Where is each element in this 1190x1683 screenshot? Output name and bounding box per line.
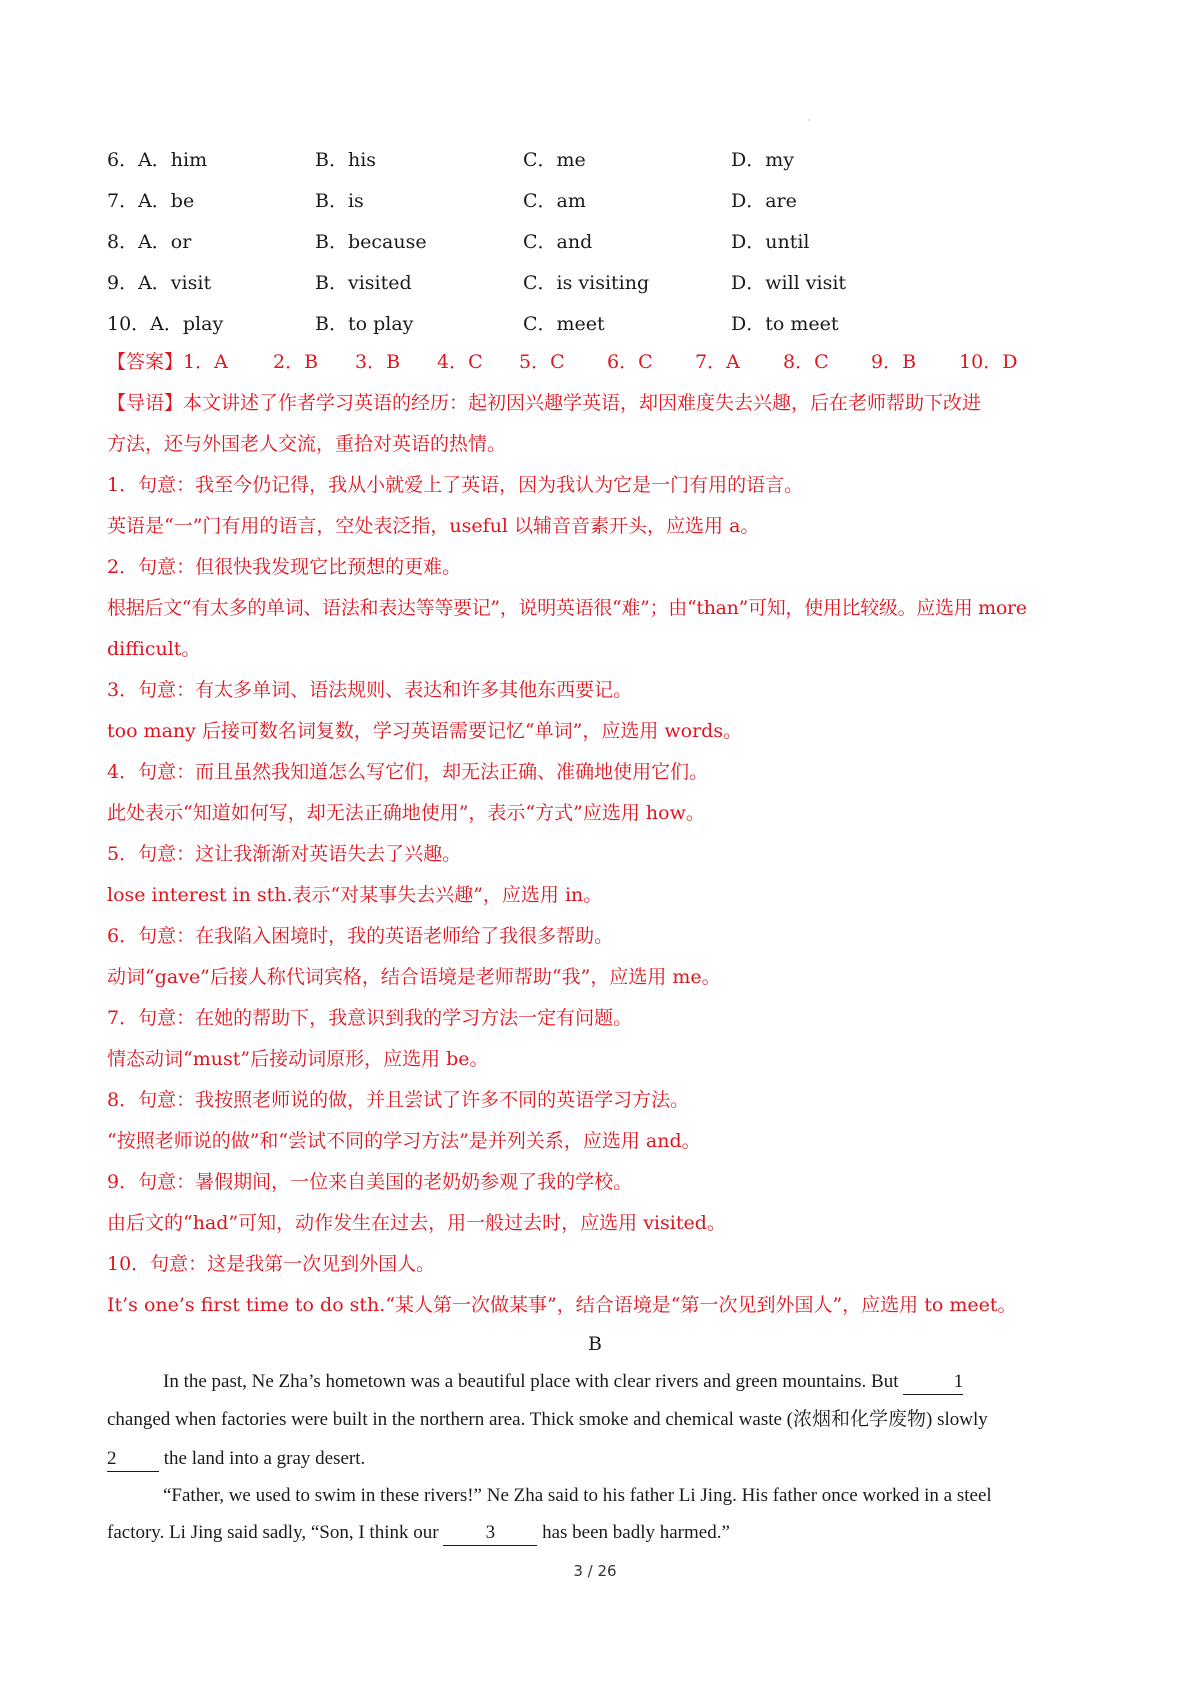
answer-item: 9．B (871, 351, 917, 373)
page-mark: ' (808, 118, 811, 127)
answer-item: 4．C (437, 351, 483, 373)
option-c: C．and (523, 231, 593, 253)
explanation-line: 10．句意：这是我第一次见到外国人。 (107, 1253, 436, 1275)
explanation-line: 方法，还与外国老人交流，重拾对英语的热情。 (107, 433, 507, 455)
explanation-line: “按照老师说的做”和“尝试不同的学习方法”是并列关系，应选用 and。 (107, 1130, 701, 1152)
option-a: 9．A．visit (107, 272, 212, 294)
passage-text: In the past, Ne Zha’s hometown was a beautiful place with clear rivers and green mountains. But (163, 1371, 899, 1392)
option-a: 8．A．or (107, 231, 192, 253)
answer-item: 10．D (959, 351, 1018, 373)
option-b: B．visited (315, 272, 412, 294)
blank-2: 2 (107, 1447, 159, 1472)
option-b: B．is (315, 190, 364, 212)
explanation-line: 5．句意：这让我渐渐对英语失去了兴趣。 (107, 843, 462, 865)
explanation-line: 【导语】本文讲述了作者学习英语的经历：起初因兴趣学英语，却因难度失去兴趣，后在老师帮助下改进 (107, 392, 982, 414)
option-d: D．are (731, 190, 797, 212)
answer-item: 8．C (783, 351, 829, 373)
answer-item: 6．C (607, 351, 653, 373)
passage-text: factory. Li Jing said sadly, “Son, I think our (107, 1522, 439, 1543)
answer-label: 【答案】 (107, 351, 184, 373)
option-d: D．to meet (731, 313, 839, 335)
passage-line (107, 1521, 1087, 1546)
blank-1: 1 (903, 1370, 963, 1395)
option-row (107, 302, 1087, 343)
answer-item: 3．B (355, 351, 401, 373)
explanation-line: It’s one’s first time to do sth.“某人第一次做某事”，结合语境是“第一次见到外国人”，应选用 to meet。 (107, 1294, 1017, 1316)
explanation-line: 1．句意：我至今仍记得，我从小就爱上了英语，因为我认为它是一门有用的语言。 (107, 474, 804, 496)
option-row (107, 261, 1087, 302)
option-b: B．to play (315, 313, 414, 335)
option-row (107, 179, 1087, 220)
option-c: C．meet (523, 313, 605, 335)
explanation-line: too many 后接可数名词复数，学习英语需要记忆“单词”，应选用 words。 (107, 720, 743, 742)
explanation-line: 2．句意：但很快我发现它比预想的更难。 (107, 556, 462, 578)
option-a: 7．A．be (107, 190, 195, 212)
option-row (107, 138, 1087, 179)
explanation-line: 动词“gave”后接人称代词宾格，结合语境是老师帮助“我”，应选用 me。 (107, 966, 721, 988)
answer-item: 2．B (273, 351, 319, 373)
option-d: D．will visit (731, 272, 847, 294)
explanation-line: 9．句意：暑假期间，一位来自美国的老奶奶参观了我的学校。 (107, 1171, 633, 1193)
option-a: 6．A．him (107, 149, 208, 171)
passage-line: changed when factories were built in the northern area. Thick smoke and chemical waste (浓烟和化学废物) slowly (107, 1409, 988, 1430)
explanation-line: 4．句意：而且虽然我知道怎么写它们，却无法正确、准确地使用它们。 (107, 761, 709, 783)
answer-item: 5．C (519, 351, 565, 373)
explanation-line: 6．句意：在我陷入困境时，我的英语老师给了我很多帮助。 (107, 925, 614, 947)
option-d: D．until (731, 231, 810, 253)
explanation-line: 英语是“一”门有用的语言，空处表泛指，useful 以辅音音素开头，应选用 a。 (107, 515, 760, 537)
blank-3: 3 (443, 1521, 537, 1546)
explanation-line: 7．句意：在她的帮助下，我意识到我的学习方法一定有问题。 (107, 1007, 633, 1029)
explanation-line: 此处表示“知道如何写，却无法正确地使用”，表示“方式”应选用 how。 (107, 802, 705, 824)
explanation-line: 3．句意：有太多单词、语法规则、表达和许多其他东西要记。 (107, 679, 633, 701)
page-number: 3 / 26 (573, 1562, 617, 1580)
option-a: 10．A．play (107, 313, 224, 335)
option-c: C．me (523, 149, 586, 171)
passage-text: has been badly harmed.” (542, 1522, 730, 1543)
passage-line: “Father, we used to swim in these rivers!” Ne Zha said to his father Li Jing. His father once worked in a steel (163, 1485, 992, 1506)
option-c: C．am (523, 190, 586, 212)
section-heading: B (588, 1333, 602, 1355)
explanation-line: difficult。 (107, 638, 201, 660)
option-b: B．his (315, 149, 377, 171)
option-table (107, 138, 1087, 343)
passage-line (107, 1447, 1087, 1472)
explanation-line: 8．句意：我按照老师说的做，并且尝试了许多不同的英语学习方法。 (107, 1089, 690, 1111)
answer-item: 7．A (695, 351, 740, 373)
answer-item: 1．A (183, 351, 228, 373)
explanation-line: 根据后文“有太多的单词、语法和表达等等要记”，说明英语很“难”；由“than”可知，使用比较级。应选用 more (107, 597, 1027, 619)
explanation-line: 由后文的“had”可知，动作发生在过去，用一般过去时，应选用 visited。 (107, 1212, 726, 1234)
option-d: D．my (731, 149, 794, 171)
passage-line (107, 1370, 1087, 1395)
explanation-line: 情态动词“must”后接动词原形，应选用 be。 (107, 1048, 489, 1070)
option-b: B．because (315, 231, 427, 253)
explanation-line: lose interest in sth.表示“对某事失去兴趣”，应选用 in。 (107, 884, 603, 906)
option-row (107, 220, 1087, 261)
option-c: C．is visiting (523, 272, 650, 294)
passage-text: the land into a gray desert. (163, 1448, 366, 1469)
answer-key (107, 350, 1017, 374)
